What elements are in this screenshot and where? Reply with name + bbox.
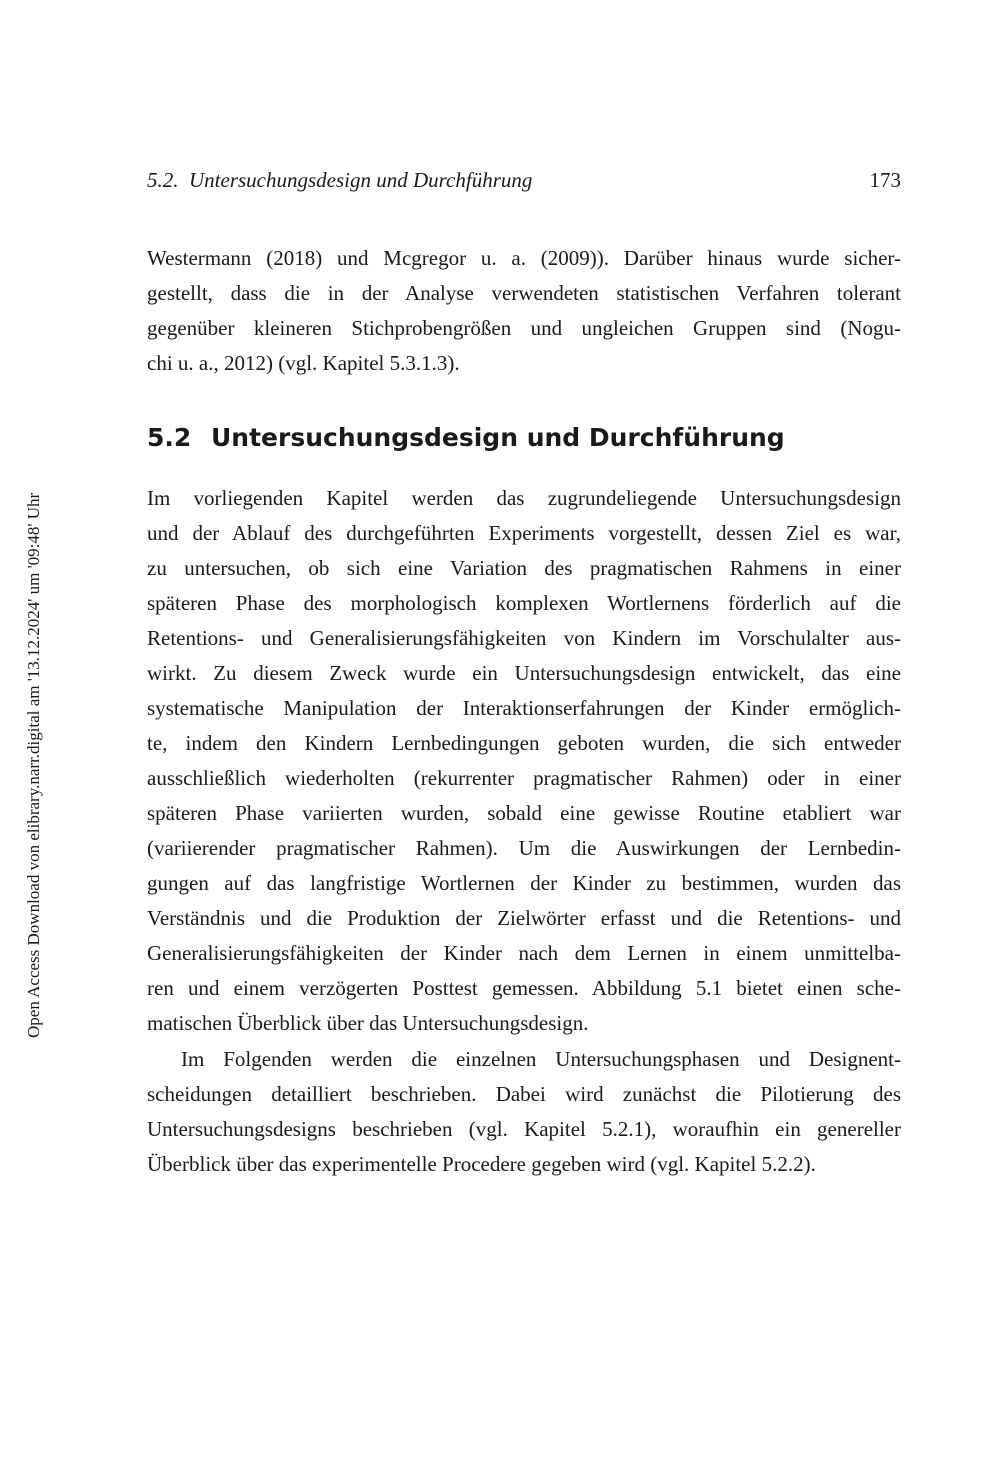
text-line: Im Folgenden werden die einzelnen Untersuchungsphasen und Designent- bbox=[181, 1047, 901, 1071]
text-line: Verständnis und die Produktion der Zielwörter erfasst und die Retentions- und bbox=[147, 906, 901, 930]
text-line: (variierender pragmatischer Rahmen). Um die Auswirkungen der Lernbedin- bbox=[147, 836, 901, 860]
body-paragraph-1 bbox=[147, 481, 901, 1041]
text-line: systematische Manipulation der Interaktionserfahrungen der Kinder ermöglich- bbox=[147, 696, 901, 720]
text-line: gestellt, dass die in der Analyse verwendeten statistischen Verfahren tolerant bbox=[147, 281, 901, 305]
text-line: Generalisierungsfähigkeiten der Kinder nach dem Lernen in einem unmittelba- bbox=[147, 941, 901, 965]
text-line: Überblick über das experimentelle Procedere gegeben wird (vgl. Kapitel 5.2.2). bbox=[147, 1152, 816, 1176]
page-number: 173 bbox=[869, 168, 901, 192]
text-line: Westermann (2018) und Mcgregor u. a. (2009)). Darüber hinaus wurde sicher- bbox=[147, 246, 901, 270]
text-line: matischen Überblick über das Untersuchungsdesign. bbox=[147, 1011, 589, 1035]
text-line: wirkt. Zu diesem Zweck wurde ein Untersuchungsdesign entwickelt, das eine bbox=[147, 661, 901, 685]
text-line: te, indem den Kindern Lernbedingungen geboten wurden, die sich entweder bbox=[147, 731, 901, 755]
running-head-title: 5.2. Untersuchungsdesign und Durchführung bbox=[147, 168, 533, 192]
section-heading bbox=[147, 421, 901, 455]
running-head bbox=[147, 168, 901, 198]
side-watermark-note: Open Access Download von elibrary.narr.digital am '13.12.2024' um '09:48' Uhr bbox=[24, 492, 43, 1038]
text-line: späteren Phase variierten wurden, sobald eine gewisse Routine etabliert war bbox=[147, 801, 901, 825]
section-title: Untersuchungsdesign und Durchführung bbox=[211, 423, 785, 452]
text-line: Untersuchungsdesigns beschrieben (vgl. Kapitel 5.2.1), woraufhin ein genereller bbox=[147, 1117, 901, 1141]
text-line: Im vorliegenden Kapitel werden das zugrundeliegende Untersuchungsdesign bbox=[147, 486, 901, 510]
text-line: Retentions- und Generalisierungsfähigkeiten von Kindern im Vorschulalter aus- bbox=[147, 626, 901, 650]
text-line: späteren Phase des morphologisch komplexen Wortlernens förderlich auf die bbox=[147, 591, 901, 615]
text-line: und der Ablauf des durchgeführten Experiments vorgestellt, dessen Ziel es war, bbox=[147, 521, 901, 545]
text-line: zu untersuchen, ob sich eine Variation des pragmatischen Rahmens in einer bbox=[147, 556, 901, 580]
section-number: 5.2 bbox=[147, 423, 192, 452]
text-line: ren und einem verzögerten Posttest gemessen. Abbildung 5.1 bietet einen sche- bbox=[147, 976, 901, 1000]
intro-paragraph bbox=[147, 241, 901, 381]
text-line: scheidungen detailliert beschrieben. Dabei wird zunächst die Pilotierung des bbox=[147, 1082, 901, 1106]
text-line: chi u. a., 2012) (vgl. Kapitel 5.3.1.3). bbox=[147, 351, 460, 375]
text-line: ausschließlich wiederholten (rekurrenter pragmatischer Rahmen) oder in einer bbox=[147, 766, 901, 790]
body-paragraph-2 bbox=[147, 1042, 901, 1182]
text-line: gungen auf das langfristige Wortlernen der Kinder zu bestimmen, wurden das bbox=[147, 871, 901, 895]
text-line: gegenüber kleineren Stichprobengrößen und ungleichen Gruppen sind (Nogu- bbox=[147, 316, 901, 340]
